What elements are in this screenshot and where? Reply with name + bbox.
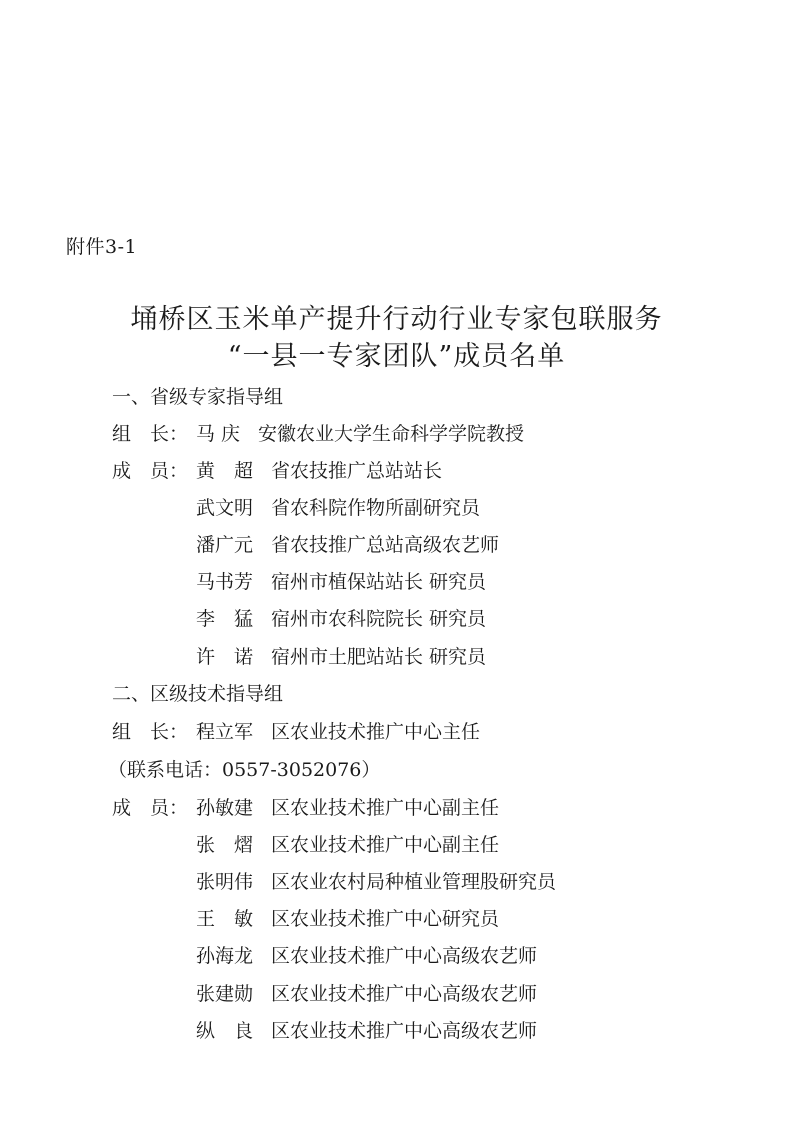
document-title-line2: “一县一专家团队”成员名单 — [227, 341, 566, 372]
member-name: 张建勋 — [196, 983, 254, 1005]
section-heading-provincial: 一、省级专家指导组 — [112, 386, 284, 408]
member-name: 王 敏 — [196, 908, 254, 930]
leader-name: 马 庆 — [196, 423, 241, 445]
member-name: 潘广元 — [196, 534, 254, 556]
member-name: 武文明 — [196, 497, 254, 519]
member-name: 张 熠 — [196, 834, 254, 856]
member-description: 省农科院作物所副研究员 — [271, 497, 481, 519]
member-description: 区农业农村局种植业管理股研究员 — [271, 871, 557, 893]
contact-phone: （联系电话：0557-3052076） — [108, 759, 381, 781]
member-name: 孙海龙 — [196, 945, 254, 967]
member-name: 许 诺 — [196, 646, 254, 668]
member-description: 区农业技术推广中心高级农艺师 — [271, 983, 538, 1005]
member-name: 马书芳 — [196, 571, 254, 593]
members-role-label: 成 员： — [112, 460, 189, 482]
member-description: 区农业技术推广中心高级农艺师 — [271, 945, 538, 967]
document-title-line1: 埇桥区玉米单产提升行动行业专家包联服务 — [130, 304, 663, 335]
member-name: 纵 良 — [196, 1020, 254, 1042]
leader-role-label: 组 长： — [112, 423, 189, 445]
leader-role-label: 组 长： — [112, 721, 189, 743]
leader-description: 区农业技术推广中心主任 — [271, 721, 481, 743]
member-description: 区农业技术推广中心高级农艺师 — [271, 1020, 538, 1042]
leader-description: 安徽农业大学生命科学学院教授 — [258, 423, 525, 445]
member-description: 省农技推广总站高级农艺师 — [271, 534, 500, 556]
member-description: 区农业技术推广中心副主任 — [271, 834, 500, 856]
member-description: 区农业技术推广中心研究员 — [271, 908, 500, 930]
member-name: 张明伟 — [196, 871, 254, 893]
member-description: 宿州市土肥站站长 研究员 — [271, 646, 487, 668]
member-name: 黄 超 — [196, 460, 254, 482]
members-role-label: 成 员： — [112, 797, 189, 819]
attachment-label: 附件3-1 — [66, 236, 138, 258]
member-name: 孙敏建 — [196, 797, 254, 819]
member-description: 宿州市农科院院长 研究员 — [271, 608, 487, 630]
member-description: 宿州市植保站站长 研究员 — [271, 571, 487, 593]
member-name: 李 猛 — [196, 608, 254, 630]
member-description: 省农技推广总站站长 — [271, 460, 443, 482]
section-heading-district: 二、区级技术指导组 — [112, 683, 284, 705]
leader-name: 程立军 — [196, 721, 254, 743]
member-description: 区农业技术推广中心副主任 — [271, 797, 500, 819]
